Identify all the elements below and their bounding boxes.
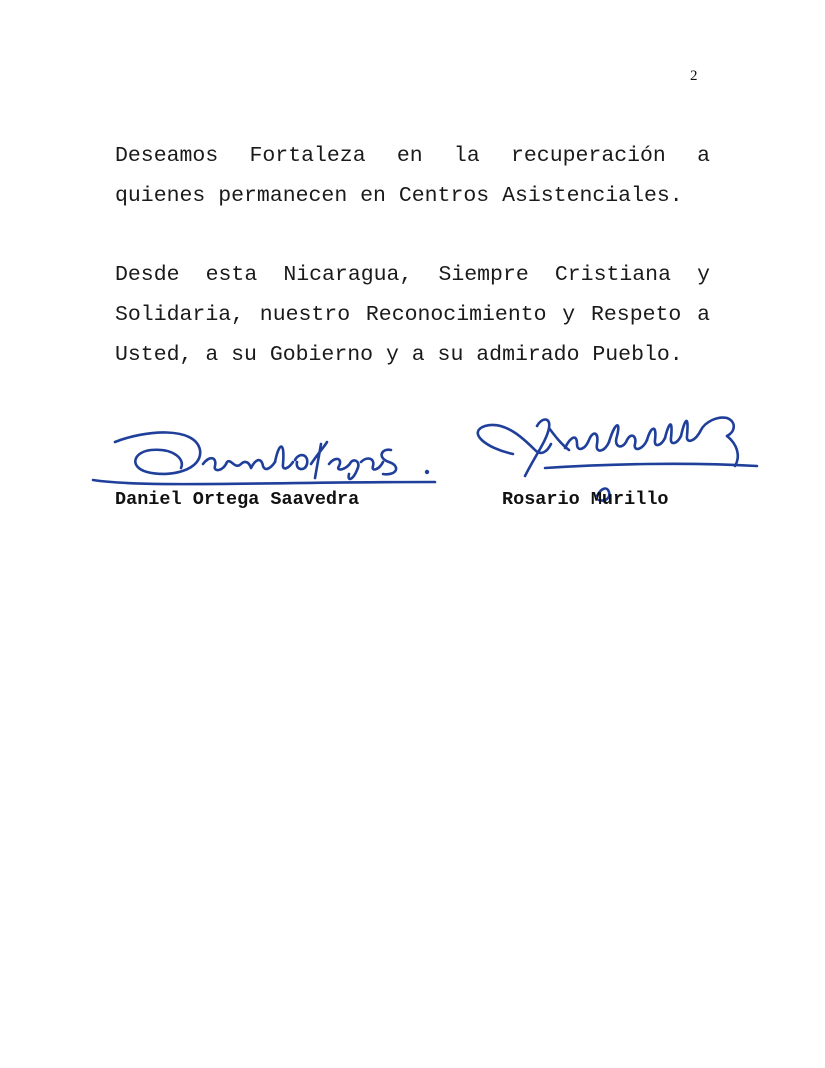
paragraph-line: quienes permanecen en Centros Asistenciales.: [115, 184, 683, 208]
signer-name: Daniel Ortega Saavedra: [115, 489, 360, 510]
signature-ink: [93, 432, 435, 484]
paragraph-wishes: [115, 136, 710, 216]
paragraph-recognition: [115, 255, 710, 375]
paragraph-line: Deseamos Fortaleza en la recuperación a: [115, 144, 710, 168]
page-number: 2: [690, 68, 698, 84]
paragraph-line: Desde esta Nicaragua, Siempre Cristiana y: [115, 263, 710, 287]
paragraph-line: Usted, a su Gobierno y a su admirado Pueblo.: [115, 343, 683, 367]
paragraph-line: Solidaria, nuestro Reconocimiento y Respeto a: [115, 303, 710, 327]
signer-name: Rosario Murillo: [502, 489, 669, 510]
